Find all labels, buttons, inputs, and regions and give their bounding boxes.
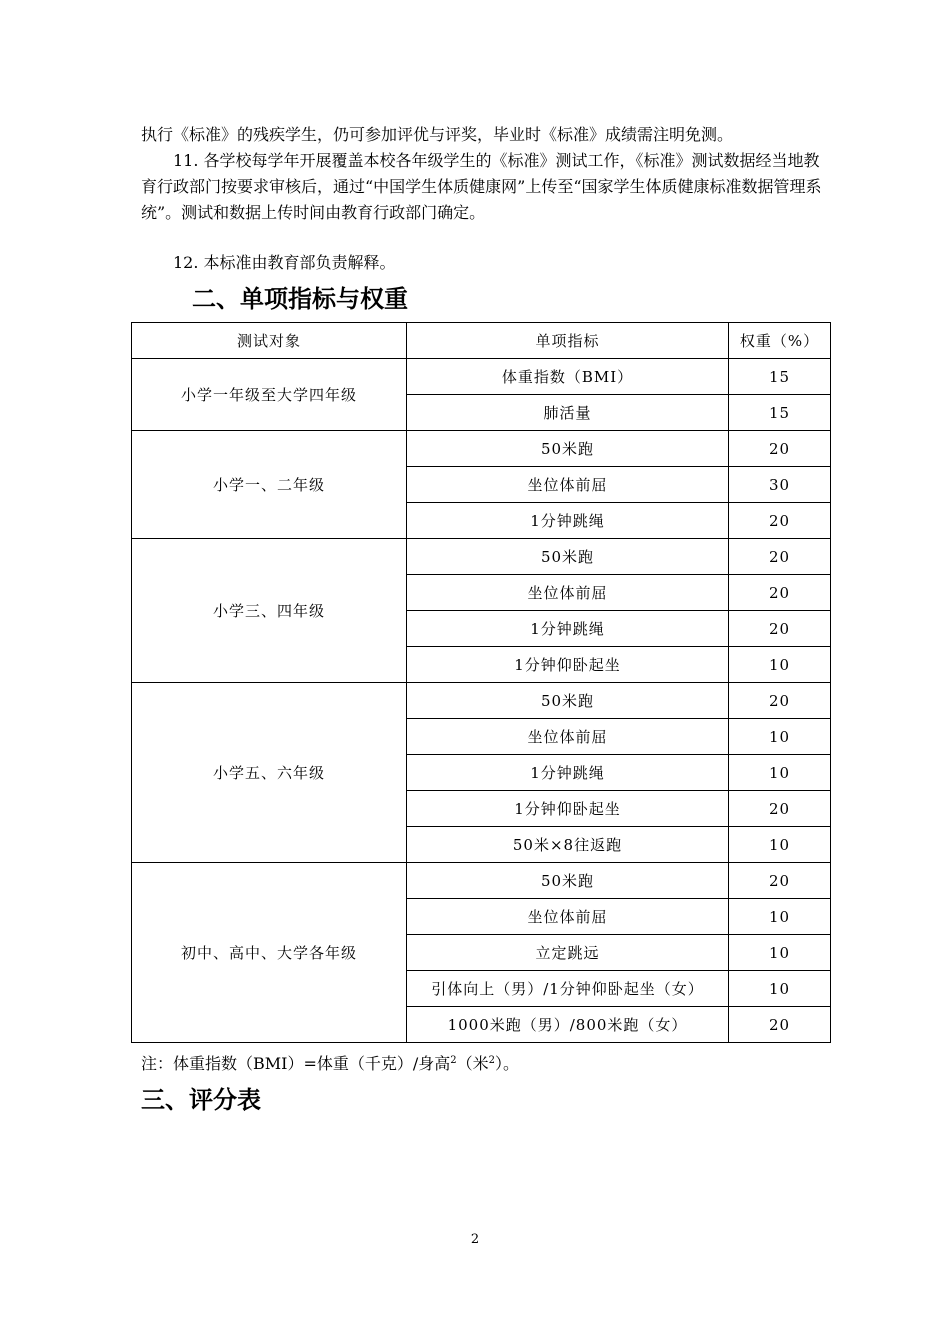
weight-cell: 10 xyxy=(729,647,831,683)
table-row xyxy=(132,863,831,899)
weight-cell: 20 xyxy=(729,683,831,719)
test-target-cell: 小学一、二年级 xyxy=(132,431,407,539)
weight-cell: 20 xyxy=(729,503,831,539)
note-sup-b: 2 xyxy=(488,1055,496,1066)
weight-cell: 10 xyxy=(729,935,831,971)
indicator-cell: 1分钟仰卧起坐 xyxy=(407,647,729,683)
paragraph-item-11: 11. 各学校每学年开展覆盖本校各年级学生的《标准》测试工作，《标准》测试数据经当地教育行政部门按要求审核后，通过“中国学生体质健康网”上传至“国家学生体质健康标准数据管理系统”。测试和数据上传时间由教育行政部门确定。 xyxy=(141,151,822,222)
indicator-cell: 坐位体前屈 xyxy=(407,467,729,503)
section-title-indicators-weights: 二、单项指标与权重 xyxy=(192,285,408,313)
indicator-cell: 50米跑 xyxy=(407,539,729,575)
indicator-cell: 体重指数（BMI） xyxy=(407,359,729,395)
page-number: 2 xyxy=(470,1232,480,1247)
table-header-row xyxy=(132,323,831,359)
indicator-cell: 50米跑 xyxy=(407,863,729,899)
indicator-cell: 1分钟仰卧起坐 xyxy=(407,791,729,827)
table-row xyxy=(132,359,831,395)
weight-cell: 10 xyxy=(729,755,831,791)
weight-cell: 30 xyxy=(729,467,831,503)
note-text-c: ）。 xyxy=(495,1054,520,1073)
weight-cell: 20 xyxy=(729,1007,831,1043)
test-target-cell: 小学五、六年级 xyxy=(132,683,407,863)
test-target-cell: 初中、高中、大学各年级 xyxy=(132,863,407,1043)
table-row xyxy=(132,539,831,575)
weight-cell: 20 xyxy=(729,863,831,899)
indicator-cell: 坐位体前屈 xyxy=(407,719,729,755)
indicator-cell: 50米跑 xyxy=(407,683,729,719)
indicator-cell: 坐位体前屈 xyxy=(407,575,729,611)
table-row xyxy=(132,683,831,719)
indicator-cell: 50米跑 xyxy=(407,431,729,467)
indicator-cell: 立定跳远 xyxy=(407,935,729,971)
section-title-score-table: 三、评分表 xyxy=(141,1086,261,1114)
note-sup-a: 2 xyxy=(450,1055,457,1066)
weight-cell: 20 xyxy=(729,575,831,611)
indicator-weight-table xyxy=(131,322,831,1043)
weight-cell: 10 xyxy=(729,719,831,755)
indicator-cell: 坐位体前屈 xyxy=(407,899,729,935)
indicator-cell: 引体向上（男）/1分钟仰卧起坐（女） xyxy=(407,971,729,1007)
indicator-cell: 1分钟跳绳 xyxy=(407,503,729,539)
indicator-cell: 肺活量 xyxy=(407,395,729,431)
weight-cell: 20 xyxy=(729,431,831,467)
weight-cell: 20 xyxy=(729,539,831,575)
table-body xyxy=(132,359,831,1043)
test-target-cell: 小学一年级至大学四年级 xyxy=(132,359,407,431)
table-row xyxy=(132,431,831,467)
paragraph-item-12: 12. 本标准由教育部负责解释。 xyxy=(173,253,396,272)
indicator-cell: 1分钟跳绳 xyxy=(407,611,729,647)
header-weight: 权重（%） xyxy=(729,323,831,359)
weight-cell: 20 xyxy=(729,611,831,647)
paragraph-disabled-students: 执行《标准》的残疾学生，仍可参加评优与评奖，毕业时《标准》成绩需注明免测。 xyxy=(141,125,734,144)
indicator-cell: 1000米跑（男）/800米跑（女） xyxy=(407,1007,729,1043)
note-text-a: 注：体重指数（BMI）=体重（千克）/身高 xyxy=(141,1054,451,1073)
indicator-cell: 1分钟跳绳 xyxy=(407,755,729,791)
test-target-cell: 小学三、四年级 xyxy=(132,539,407,683)
weight-cell: 10 xyxy=(729,899,831,935)
weight-cell: 10 xyxy=(729,971,831,1007)
weight-cell: 15 xyxy=(729,395,831,431)
weight-cell: 10 xyxy=(729,827,831,863)
indicator-cell: 50米×8往返跑 xyxy=(407,827,729,863)
header-indicator: 单项指标 xyxy=(407,323,729,359)
weight-cell: 15 xyxy=(729,359,831,395)
bmi-note xyxy=(141,1048,519,1077)
header-test-target: 测试对象 xyxy=(132,323,407,359)
note-text-b: （米 xyxy=(456,1054,489,1073)
weight-cell: 20 xyxy=(729,791,831,827)
